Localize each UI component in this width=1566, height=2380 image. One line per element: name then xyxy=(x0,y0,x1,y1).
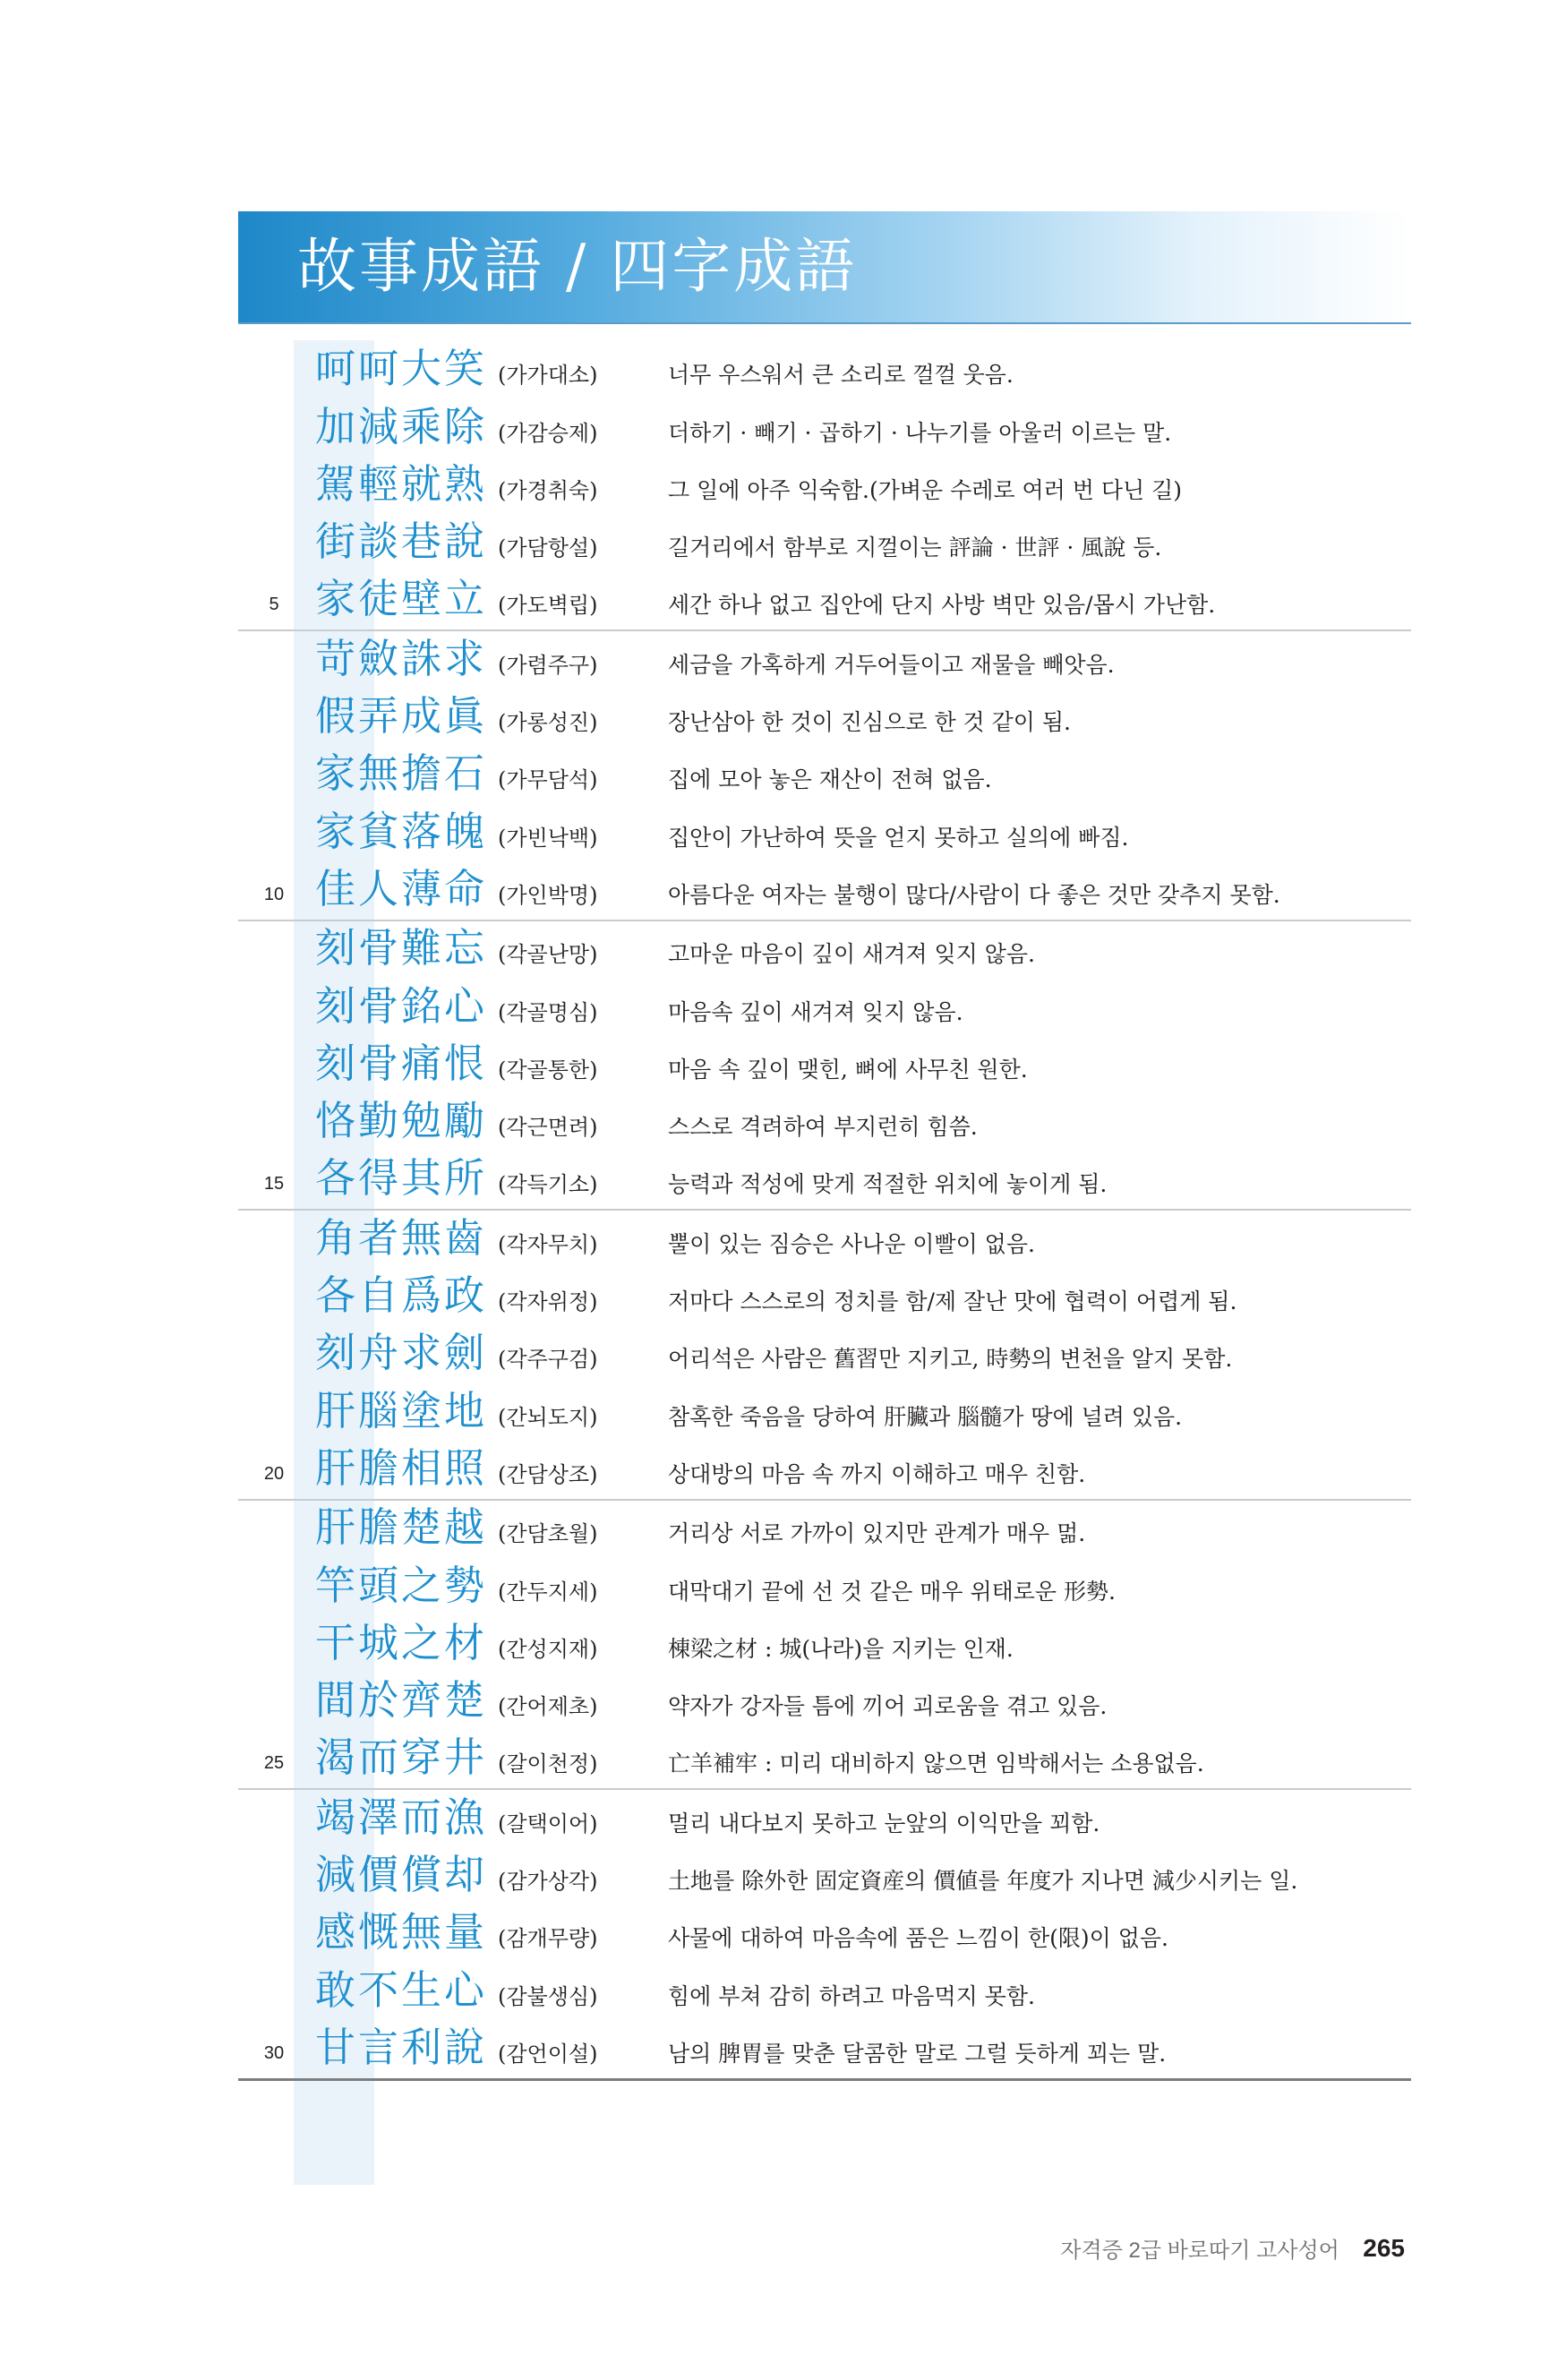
idiom-meaning: 힘에 부쳐 감히 하려고 마음먹지 못함. xyxy=(668,1982,1035,2009)
idiom-hanja: 甘言利說 xyxy=(315,2023,488,2071)
idiom-row xyxy=(238,458,1411,515)
idiom-reading: (감개무량) xyxy=(498,1926,598,1952)
idiom-hanja: 肝膽楚越 xyxy=(315,1503,488,1552)
idiom-reading: (각근면려) xyxy=(498,1115,598,1141)
idiom-reading: (가롱성진) xyxy=(498,710,598,736)
idiom-meaning: 집안이 가난하여 뜻을 얻지 못하고 실의에 빠짐. xyxy=(668,824,1129,851)
idiom-hanja: 刻舟求劍 xyxy=(315,1329,488,1377)
idiom-reading: (가가대소) xyxy=(498,363,598,389)
idiom-reading: (감언이설) xyxy=(498,2041,598,2067)
idiom-meaning: 아름다운 여자는 불행이 많다/사람이 다 좋은 것만 갖추지 못함. xyxy=(668,881,1280,908)
idiom-row xyxy=(238,1848,1411,1905)
idiom-reading: (각자무치) xyxy=(498,1231,598,1257)
idiom-hanja: 刻骨難忘 xyxy=(315,924,488,972)
idiom-hanja: 家無擔石 xyxy=(315,749,488,798)
line-number: 25 xyxy=(263,1753,285,1774)
idiom-reading: (가렴주구) xyxy=(498,652,598,678)
footer-text: 자격증 2급 바로따기 고사성어 xyxy=(1060,2239,1339,2263)
idiom-hanja: 間於齊楚 xyxy=(315,1676,488,1725)
idiom-reading: (갈이천정) xyxy=(498,1751,598,1777)
idiom-row xyxy=(238,689,1411,747)
line-number: 5 xyxy=(269,595,279,615)
idiom-meaning: 그 일에 아주 익숙함.(가벼운 수레로 여러 번 다닌 길) xyxy=(668,476,1183,503)
line-number: 20 xyxy=(263,1463,285,1484)
idiom-hanja: 恪勤勉勵 xyxy=(315,1097,488,1145)
idiom-hanja: 苛斂誅求 xyxy=(315,634,488,682)
idiom-hanja: 干城之材 xyxy=(315,1618,488,1666)
idiom-reading: (가빈낙백) xyxy=(498,825,598,851)
idiom-hanja: 竭澤而漁 xyxy=(315,1793,488,1841)
idiom-reading: (감불생심) xyxy=(498,1983,598,2009)
idiom-meaning: 남의 脾胃를 맞춘 달콤한 말로 그럴 듯하게 꾀는 말. xyxy=(668,2040,1167,2067)
idiom-reading: (간담상조) xyxy=(498,1461,598,1487)
page-number: 265 xyxy=(1363,2233,1405,2262)
idiom-meaning: 棟梁之材 : 城(나라)을 지키는 인재. xyxy=(668,1635,1014,1662)
idiom-hanja: 加減乘除 xyxy=(315,402,488,450)
idiom-group xyxy=(238,1790,1411,2080)
idiom-reading: (각골명심) xyxy=(498,999,598,1025)
idiom-row xyxy=(238,1442,1411,1499)
line-number: 30 xyxy=(263,2042,285,2063)
idiom-reading: (가인박명) xyxy=(498,882,598,908)
idiom-row xyxy=(238,1905,1411,1963)
idiom-hanja: 竿頭之勢 xyxy=(315,1561,488,1609)
idiom-row xyxy=(238,631,1411,689)
idiom-meaning: 뿔이 있는 짐승은 사나운 이빨이 없음. xyxy=(668,1230,1035,1257)
idiom-group xyxy=(238,342,1411,631)
idiom-meaning: 집에 모아 놓은 재산이 전혀 없음. xyxy=(668,766,992,793)
idiom-reading: (감가상각) xyxy=(498,1869,598,1895)
idiom-hanja: 各得其所 xyxy=(315,1154,488,1203)
idiom-meaning: 세간 하나 없고 집안에 단지 사방 벽만 있음/몹시 가난함. xyxy=(668,592,1216,619)
idiom-hanja: 肝膽相照 xyxy=(315,1443,488,1492)
idiom-meaning: 능력과 적성에 맞게 적절한 위치에 놓이게 됨. xyxy=(668,1171,1108,1198)
line-number: 10 xyxy=(263,884,285,904)
idiom-row xyxy=(238,1326,1411,1383)
section-banner xyxy=(238,211,1411,323)
idiom-reading: (각득기소) xyxy=(498,1172,598,1198)
idiom-reading: (가담항설) xyxy=(498,535,598,561)
idiom-meaning: 사물에 대하여 마음속에 품은 느낌이 한(限)이 없음. xyxy=(668,1925,1168,1952)
idiom-meaning: 장난삼아 한 것이 진심으로 한 것 같이 됨. xyxy=(668,709,1071,736)
idiom-meaning: 거리상 서로 가까이 있지만 관계가 매우 멂. xyxy=(668,1520,1086,1547)
idiom-row xyxy=(238,572,1411,629)
idiom-hanja: 家徒壁立 xyxy=(315,575,488,623)
idiom-row xyxy=(238,1558,1411,1615)
idiom-reading: (가경취숙) xyxy=(498,477,598,503)
idiom-row xyxy=(238,342,1411,399)
idiom-group xyxy=(238,921,1411,1211)
idiom-hanja: 刻骨銘心 xyxy=(315,981,488,1030)
idiom-hanja: 各自爲政 xyxy=(315,1271,488,1320)
idiom-row xyxy=(238,979,1411,1036)
idiom-row xyxy=(238,1501,1411,1558)
idiom-hanja: 肝腦塗地 xyxy=(315,1386,488,1434)
idiom-meaning: 멀리 내다보지 못하고 눈앞의 이익만을 꾀함. xyxy=(668,1810,1100,1836)
idiom-row xyxy=(238,862,1411,920)
idiom-hanja: 減價償却 xyxy=(315,1851,488,1899)
idiom-row xyxy=(238,921,1411,979)
idiom-row xyxy=(238,1616,1411,1674)
idiom-row xyxy=(238,399,1411,457)
idiom-row xyxy=(238,1269,1411,1326)
idiom-row xyxy=(238,515,1411,572)
idiom-reading: (각골통한) xyxy=(498,1057,598,1083)
idiom-meaning: 너무 우스워서 큰 소리로 껄껄 웃음. xyxy=(668,362,1014,389)
idiom-meaning: 상대방의 마음 속 까지 이해하고 매우 친함. xyxy=(668,1460,1086,1487)
idiom-reading: (가무담석) xyxy=(498,767,598,793)
idiom-group xyxy=(238,1501,1411,1790)
idiom-row xyxy=(238,1383,1411,1441)
idiom-reading: (가감승제) xyxy=(498,420,598,446)
idiom-hanja: 角者無齒 xyxy=(315,1213,488,1262)
idiom-hanja: 呵呵大笑 xyxy=(315,345,488,393)
line-number: 15 xyxy=(263,1174,285,1194)
idiom-meaning: 마음 속 깊이 맺힌, 뼈에 사무친 원한. xyxy=(668,1056,1028,1083)
idiom-meaning: 고마운 마음이 깊이 새겨져 잊지 않음. xyxy=(668,941,1035,968)
idiom-hanja: 感慨無量 xyxy=(315,1908,488,1956)
idiom-meaning: 대막대기 끝에 선 것 같은 매우 위태로운 形勢. xyxy=(668,1578,1116,1605)
idiom-hanja: 家貧落魄 xyxy=(315,807,488,855)
idiom-row xyxy=(238,1037,1411,1094)
idiom-reading: (간뇌도지) xyxy=(498,1404,598,1430)
idiom-meaning: 길거리에서 함부로 지껄이는 評論 · 世評 · 風說 등. xyxy=(668,535,1162,561)
idiom-row xyxy=(238,1963,1411,2020)
idiom-row xyxy=(238,2021,1411,2078)
idiom-row xyxy=(238,747,1411,804)
idiom-reading: (각골난망) xyxy=(498,942,598,968)
idiom-meaning: 어리석은 사람은 舊習만 지키고, 時勢의 변천을 알지 못함. xyxy=(668,1346,1233,1373)
idiom-meaning: 세금을 가혹하게 거두어들이고 재물을 빼앗음. xyxy=(668,651,1115,678)
idiom-reading: (간담초월) xyxy=(498,1521,598,1547)
idiom-group xyxy=(238,631,1411,920)
idiom-meaning: 약자가 강자들 틈에 끼어 괴로움을 겪고 있음. xyxy=(668,1693,1108,1720)
idiom-hanja: 街談巷說 xyxy=(315,518,488,566)
idiom-reading: (갈택이어) xyxy=(498,1811,598,1836)
idiom-meaning: 土地를 除外한 固定資産의 價値를 年度가 지나면 減少시키는 일. xyxy=(668,1868,1298,1895)
idiom-hanja: 佳人薄命 xyxy=(315,864,488,912)
idiom-meaning: 참혹한 죽음을 당하여 肝臟과 腦髓가 땅에 널려 있음. xyxy=(668,1403,1183,1430)
idiom-meaning: 亡羊補牢 : 미리 대비하지 않으면 임박해서는 소용없음. xyxy=(668,1751,1204,1777)
idiom-meaning: 스스로 격려하여 부지런히 힘씀. xyxy=(668,1114,978,1141)
idiom-meaning: 더하기 · 빼기 · 곱하기 · 나누기를 아울러 이르는 말. xyxy=(668,419,1172,446)
idiom-row xyxy=(238,1790,1411,1847)
idiom-row xyxy=(238,1094,1411,1151)
idiom-row xyxy=(238,804,1411,861)
idiom-hanja: 渴而穿井 xyxy=(315,1734,488,1782)
idiom-hanja: 刻骨痛恨 xyxy=(315,1039,488,1087)
idiom-reading: (간어제초) xyxy=(498,1694,598,1720)
section-title: 故事成語 / 四字成語 xyxy=(297,232,858,301)
idiom-row xyxy=(238,1211,1411,1268)
idiom-meaning: 저마다 스스로의 정치를 함/제 잘난 맛에 협력이 어렵게 됨. xyxy=(668,1288,1237,1315)
idiom-meaning: 마음속 깊이 새겨져 잊지 않음. xyxy=(668,998,963,1025)
idiom-reading: (간두지세) xyxy=(498,1579,598,1605)
idiom-hanja: 駕輕就熟 xyxy=(315,459,488,508)
page-footer xyxy=(1060,2232,1405,2264)
idiom-row xyxy=(238,1731,1411,1788)
idiom-reading: (각자위정) xyxy=(498,1289,598,1315)
idiom-reading: (가도벽립) xyxy=(498,593,598,619)
idiom-row xyxy=(238,1151,1411,1209)
idiom-reading: (간성지재) xyxy=(498,1636,598,1662)
banner-underline xyxy=(238,322,1411,324)
idiom-hanja: 假弄成眞 xyxy=(315,692,488,741)
idiom-group xyxy=(238,1211,1411,1500)
idiom-list xyxy=(238,342,1411,2081)
idiom-reading: (각주구검) xyxy=(498,1347,598,1373)
idiom-hanja: 敢不生心 xyxy=(315,1965,488,2014)
idiom-row xyxy=(238,1674,1411,1731)
